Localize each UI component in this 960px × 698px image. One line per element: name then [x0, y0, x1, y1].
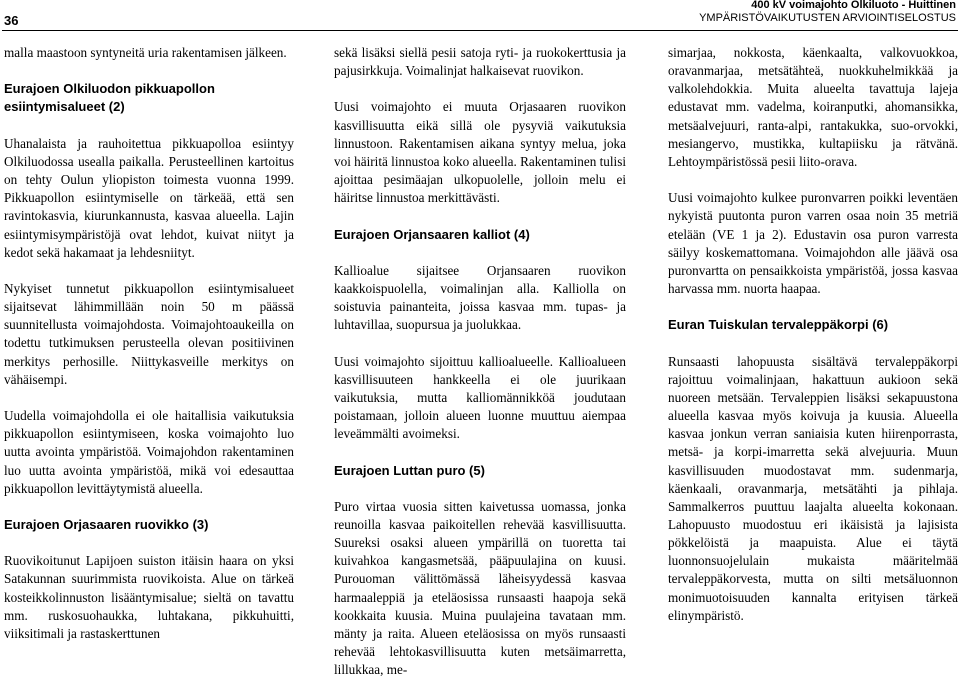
section-heading: Eurajoen Orjansaaren kalliot (4): [334, 226, 530, 242]
paragraph: simarjaa, nokkosta, käenkaalta, valkovuokkoa, oravanmarjaa, metsätähteä, nuokkuhelmikkää ja valkolehdokkia. Muita alueelta tavattuja lajeja edustavat mm. vadelma, koiranputki, ahomansikka, metsäalvejuuri, ranta-alpi, rantakukka, suo-orvokki, mesiangervo, mustikka, kultapiisku ja rätvänä. Lehtoympäristössä pesii liito-orava.: [668, 45, 958, 169]
paragraph: Uudella voimajohdolla ei ole haitallisia vaikutuksia pikkuapollon esiintymiseen, koska voimajohto luo uutta avointa ympäristöä. Voimajohdon rakentaminen luo uutta avointa ympäristöä, mikä voi edesauttaa pikkuapollon levittäytymistä alueella.: [4, 408, 294, 496]
paragraph: malla maastoon syntyneitä uria rakentamisen jälkeen.: [4, 45, 287, 60]
paragraph: Nykyiset tunnetut pikkuapollon esiintymisalueet sijaitsevat lähimmillään noin 50 m päässä suunnitellusta voimajohdosta. Voimajohtoaukeilla on todettu tutkimuksen perusteella olevan positiivinen merkitys perhosille. Niittykasveille merkitys on vähäisempi.: [4, 280, 294, 387]
section-heading: Euran Tuiskulan tervaleppäkorpi (6): [668, 317, 889, 333]
paragraph: Uusi voimajohto ei muuta Orjasaaren ruovikon kasvillisuutta eikä sillä ole pysyviä vaikutuksia linnustoon. Rakentamisen aikana syntyy melua, joka voi häiritä linnustoa koko alueella. Rakentaminen tulisi ajoittaa pesimäajan ulkopuolelle, jolloin melu ei häiritse linnustoa merkittävästi.: [334, 99, 626, 206]
text-column-1: [4, 44, 294, 661]
header-rule: [2, 30, 958, 31]
text-column-2: [334, 44, 626, 698]
paragraph: Uhanalaista ja rauhoitettua pikkuapolloa esiintyy Olkiluodossa usealla paikalla. Perusteellinen kartoitus on tehty Oulun yliopiston toimesta vuonna 1999. Pikkuapollon esiintymiselle on tärkeää, että sen ravintokasvia, kiurunkannusta, kasvaa alueella. Lajin esiintymisympäristöjä ovat lehdot, kuivat niityt ja kedot sekä hakamaat ja lehdesniityt.: [4, 135, 294, 260]
paragraph: sekä lisäksi siellä pesii satoja ryti- ja ruokokerttusia ja pajusirkkuja. Voimalinjat halkaisevat ruovikon.: [334, 45, 626, 79]
running-header: [699, 0, 956, 25]
paragraph: Kallioalue sijaitsee Orjansaaren ruovikon kaakkoispuolella, voimalinjan alla. Kalliolla on soistuvia painanteita, joissa kasvaa mm. tupas- ja luhtavillaa, suopursua ja juolukkaa.: [334, 262, 626, 333]
section-heading: Eurajoen Orjasaaren ruovikko (3): [4, 516, 209, 532]
paragraph: Puro virtaa vuosia sitten kaivetussa uomassa, jonka reunoilla kasvaa paikoitellen rehevää kasvillisuutta. Suureksi osaksi alueen ympärillä on tuoretta tai kuivahkoa kangasmetsää, pääpuulajina on kuusi. Purouoman välittömässä läheisyydessä kasvaa harmaaleppiä ja eteläosissa runsaasti haapoja sekä kookkaita kuusia. Muina puulajeina tavataan mm. mänty ja raita. Alueen eteläosissa on myös runsaasti rehevää lehtokasvillisuutta kuten metsäimarretta, lillukkaa, me-: [334, 498, 626, 678]
document-title: 400 kV voimajohto Olkiluoto - Huittinen: [751, 0, 956, 11]
section-heading: Eurajoen Luttan puro (5): [334, 462, 485, 478]
section-heading: Eurajoen Olkiluodon pikkuapollon esiintymisalueet (2): [4, 81, 215, 115]
text-column-3: [668, 44, 958, 643]
paragraph: Ruovikoitunut Lapijoen suiston itäisin haara on yksi Satakunnan suurimmista ruovikoista. Alue on tärkeä kosteikkolinnuston lisääntymisalue; sieltä on tavattu mm. ruskosuohaukka, luhtakana, pikkuhuitti, viiksitimali ja rastaskerttunen: [4, 553, 294, 641]
paragraph: Uusi voimajohto kulkee puronvarren poikki leventäen nykyistä puutonta puron varren osaa noin 35 metriä etelään (VE 1 ja 2). Edustavin osa puron varresta säilyy koskemattomana. Voimajohdon alle jäävä osa puronvartta on pensaikkoista ympäristöä, jossa kasvaa harvassa mm. nuorta haapaa.: [668, 190, 958, 297]
paragraph: Uusi voimajohto sijoittuu kallioalueelle. Kallioalueen kasvillisuuteen hankkeella ei ole juurikaan vaikutuksia, mutta kalliomännikköä joudutaan poistamaan, jolloin alueen luonne muuttuu aiempaa leveämmälti avoimeksi.: [334, 353, 626, 442]
document-subtitle: YMPÄRISTÖVAIKUTUSTEN ARVIOINTISELOSTUS: [699, 12, 956, 24]
paragraph: Runsaasti lahopuusta sisältävä tervaleppäkorpi rajoittuu voimalinjaan, hakattuun aukioon sekä nuoreen metsään. Tervaleppien lisäksi sekapuustona alueella kasvaa myös koivuja ja kuusia. Alueella kasvaa jonkun verran saniaisia kuten hiirenporrasta, metsä- ja korpi-imarretta sekä alvejuuria. Muun kasvillisuuden muodostavat mm. sudenmarja, käenkaali, oravanmarja, metsätähti ja pihlaja. Sammalkerros puuttuu laajalta alueelta kokonaan. Lahopuusto muodostuu eri ikäisistä ja lajisista pökkelöistä ja maapuista. Alue ei täytä luonnonsuojelulain mukaista määritelmää tervaleppäkorvesta, mutta on silti metsäluonnon monimuotoisuuden kannalta erityisen tärkeä elinympäristö.: [668, 353, 958, 623]
page-number: 36: [4, 13, 19, 28]
